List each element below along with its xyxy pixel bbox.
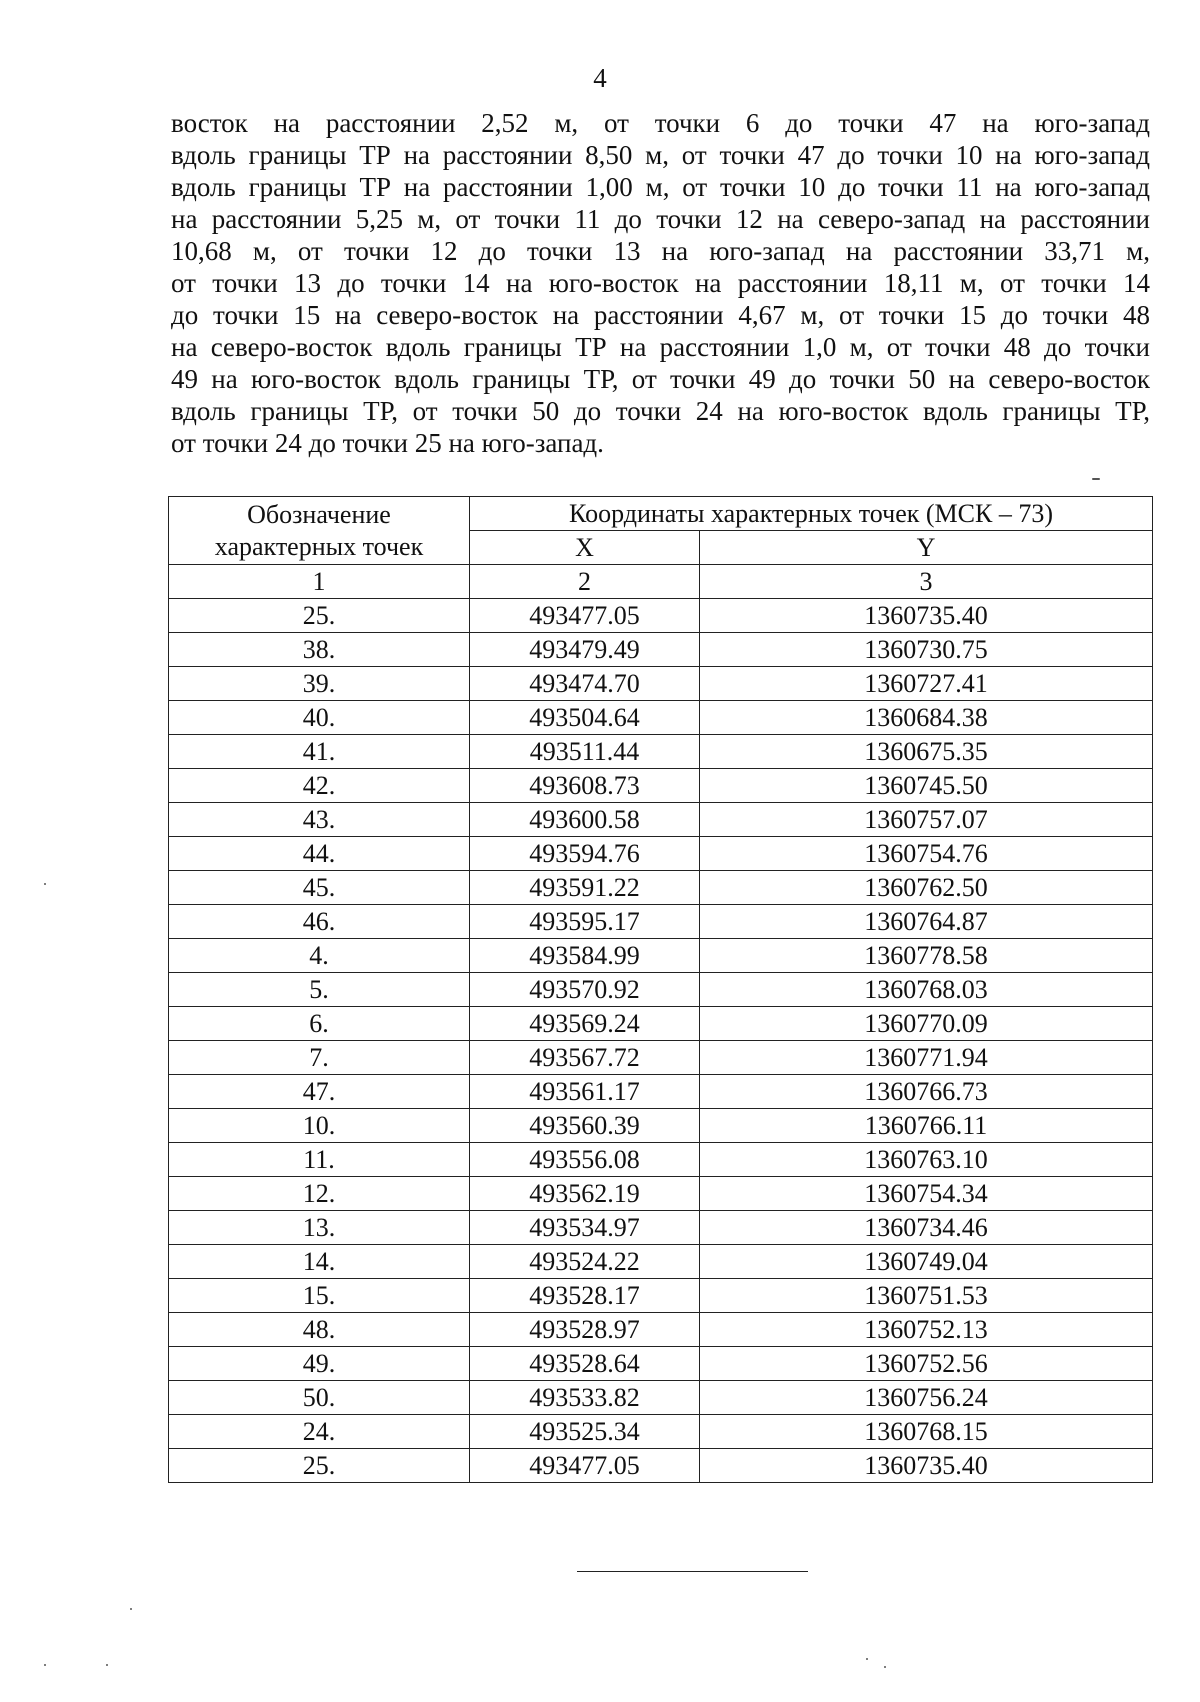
y-coordinate-cell: 1360763.10 bbox=[700, 1143, 1153, 1177]
point-designation-cell: 5. bbox=[169, 973, 470, 1007]
point-designation-cell: 25. bbox=[169, 1449, 470, 1483]
table-row bbox=[169, 1075, 1153, 1109]
header-designation: Обозначение характерных точек bbox=[169, 497, 470, 565]
x-coordinate-cell: 493528.97 bbox=[470, 1313, 700, 1347]
x-coordinate-cell: 493524.22 bbox=[470, 1245, 700, 1279]
point-designation-cell: 25. bbox=[169, 599, 470, 633]
scan-speck bbox=[866, 1658, 868, 1660]
table-row bbox=[169, 701, 1153, 735]
point-designation-cell: 43. bbox=[169, 803, 470, 837]
point-designation-cell: 48. bbox=[169, 1313, 470, 1347]
table-row bbox=[169, 803, 1153, 837]
paragraph-line: восток на расстоянии 2,52 м, от точки 6 до точки 47 на юго-запад bbox=[171, 108, 1150, 138]
y-coordinate-cell: 1360764.87 bbox=[700, 905, 1153, 939]
scan-speck bbox=[1092, 478, 1100, 480]
y-coordinate-cell: 1360762.50 bbox=[700, 871, 1153, 905]
table-row bbox=[169, 735, 1153, 769]
table-row bbox=[169, 1449, 1153, 1483]
y-coordinate-cell: 1360768.15 bbox=[700, 1415, 1153, 1449]
x-coordinate-cell: 493479.49 bbox=[470, 633, 700, 667]
table-row bbox=[169, 633, 1153, 667]
y-coordinate-cell: 1360752.13 bbox=[700, 1313, 1153, 1347]
point-designation-cell: 10. bbox=[169, 1109, 470, 1143]
y-coordinate-cell: 1360752.56 bbox=[700, 1347, 1153, 1381]
x-coordinate-cell: 493595.17 bbox=[470, 905, 700, 939]
x-coordinate-cell: 493569.24 bbox=[470, 1007, 700, 1041]
paragraph-line: от точки 24 до точки 25 на юго-запад. bbox=[171, 428, 604, 458]
page-number: 4 bbox=[593, 63, 607, 93]
y-coordinate-cell: 1360754.76 bbox=[700, 837, 1153, 871]
table-row bbox=[169, 1041, 1153, 1075]
scan-speck bbox=[884, 1666, 886, 1668]
point-designation-cell: 39. bbox=[169, 667, 470, 701]
table-row bbox=[169, 1007, 1153, 1041]
x-coordinate-cell: 493591.22 bbox=[470, 871, 700, 905]
table-row bbox=[169, 1143, 1153, 1177]
x-coordinate-cell: 493570.92 bbox=[470, 973, 700, 1007]
paragraph-line: вдоль границы ТР на расстоянии 1,00 м, от точки 10 до точки 11 на юго-запад bbox=[171, 172, 1150, 202]
header-coordinates: Координаты характерных точек (МСК – 73) bbox=[470, 497, 1153, 531]
y-coordinate-cell: 1360771.94 bbox=[700, 1041, 1153, 1075]
point-designation-cell: 41. bbox=[169, 735, 470, 769]
table-row bbox=[169, 1279, 1153, 1313]
table-row bbox=[169, 939, 1153, 973]
y-coordinate-cell: 1360751.53 bbox=[700, 1279, 1153, 1313]
point-designation-cell: 7. bbox=[169, 1041, 470, 1075]
y-coordinate-cell: 1360768.03 bbox=[700, 973, 1153, 1007]
x-coordinate-cell: 493561.17 bbox=[470, 1075, 700, 1109]
column-number: 1 bbox=[169, 565, 470, 599]
table-row bbox=[169, 667, 1153, 701]
y-coordinate-cell: 1360766.73 bbox=[700, 1075, 1153, 1109]
point-designation-cell: 14. bbox=[169, 1245, 470, 1279]
point-designation-cell: 40. bbox=[169, 701, 470, 735]
x-coordinate-cell: 493584.99 bbox=[470, 939, 700, 973]
x-coordinate-cell: 493511.44 bbox=[470, 735, 700, 769]
paragraph-line: на расстоянии 5,25 м, от точки 11 до точки 12 на северо-запад на расстоянии bbox=[171, 204, 1150, 234]
table-row bbox=[169, 973, 1153, 1007]
column-number: 2 bbox=[470, 565, 700, 599]
body-paragraph bbox=[171, 107, 1150, 459]
x-coordinate-cell: 493533.82 bbox=[470, 1381, 700, 1415]
point-designation-cell: 6. bbox=[169, 1007, 470, 1041]
y-coordinate-cell: 1360675.35 bbox=[700, 735, 1153, 769]
x-coordinate-cell: 493504.64 bbox=[470, 701, 700, 735]
x-coordinate-cell: 493600.58 bbox=[470, 803, 700, 837]
x-coordinate-cell: 493562.19 bbox=[470, 1177, 700, 1211]
x-coordinate-cell: 493567.72 bbox=[470, 1041, 700, 1075]
paragraph-line: вдоль границы ТР, от точки 50 до точки 24 на юго-восток вдоль границы ТР, bbox=[171, 396, 1150, 426]
y-coordinate-cell: 1360757.07 bbox=[700, 803, 1153, 837]
point-designation-cell: 46. bbox=[169, 905, 470, 939]
header-x: X bbox=[470, 531, 700, 565]
table-row bbox=[169, 599, 1153, 633]
table-row bbox=[169, 1245, 1153, 1279]
coordinates-table bbox=[168, 496, 1153, 1483]
point-designation-cell: 42. bbox=[169, 769, 470, 803]
footer-rule bbox=[577, 1571, 808, 1572]
x-coordinate-cell: 493560.39 bbox=[470, 1109, 700, 1143]
y-coordinate-cell: 1360749.04 bbox=[700, 1245, 1153, 1279]
y-coordinate-cell: 1360730.75 bbox=[700, 633, 1153, 667]
paragraph-line: 49 на юго-восток вдоль границы ТР, от точки 49 до точки 50 на северо-восток bbox=[171, 364, 1150, 394]
y-coordinate-cell: 1360735.40 bbox=[700, 1449, 1153, 1483]
table-row bbox=[169, 1313, 1153, 1347]
x-coordinate-cell: 493556.08 bbox=[470, 1143, 700, 1177]
point-designation-cell: 47. bbox=[169, 1075, 470, 1109]
x-coordinate-cell: 493594.76 bbox=[470, 837, 700, 871]
y-coordinate-cell: 1360770.09 bbox=[700, 1007, 1153, 1041]
x-coordinate-cell: 493477.05 bbox=[470, 1449, 700, 1483]
x-coordinate-cell: 493477.05 bbox=[470, 599, 700, 633]
y-coordinate-cell: 1360756.24 bbox=[700, 1381, 1153, 1415]
paragraph-line: до точки 15 на северо-восток на расстоянии 4,67 м, от точки 15 до точки 48 bbox=[171, 300, 1150, 330]
x-coordinate-cell: 493525.34 bbox=[470, 1415, 700, 1449]
table-row bbox=[169, 905, 1153, 939]
point-designation-cell: 12. bbox=[169, 1177, 470, 1211]
column-number: 3 bbox=[700, 565, 1153, 599]
y-coordinate-cell: 1360727.41 bbox=[700, 667, 1153, 701]
table-row bbox=[169, 1211, 1153, 1245]
point-designation-cell: 50. bbox=[169, 1381, 470, 1415]
y-coordinate-cell: 1360778.58 bbox=[700, 939, 1153, 973]
table-row bbox=[169, 871, 1153, 905]
point-designation-cell: 38. bbox=[169, 633, 470, 667]
paragraph-line: от точки 13 до точки 14 на юго-восток на расстоянии 18,11 м, от точки 14 bbox=[171, 268, 1150, 298]
y-coordinate-cell: 1360754.34 bbox=[700, 1177, 1153, 1211]
x-coordinate-cell: 493528.17 bbox=[470, 1279, 700, 1313]
point-designation-cell: 4. bbox=[169, 939, 470, 973]
table-row bbox=[169, 837, 1153, 871]
point-designation-cell: 11. bbox=[169, 1143, 470, 1177]
y-coordinate-cell: 1360766.11 bbox=[700, 1109, 1153, 1143]
point-designation-cell: 13. bbox=[169, 1211, 470, 1245]
point-designation-cell: 15. bbox=[169, 1279, 470, 1313]
table-row bbox=[169, 1109, 1153, 1143]
point-designation-cell: 24. bbox=[169, 1415, 470, 1449]
paragraph-line: на северо-восток вдоль границы ТР на расстоянии 1,0 м, от точки 48 до точки bbox=[171, 332, 1150, 362]
column-numbers-row bbox=[169, 565, 1153, 599]
paragraph-line: 10,68 м, от точки 12 до точки 13 на юго-запад на расстоянии 33,71 м, bbox=[171, 236, 1150, 266]
x-coordinate-cell: 493608.73 bbox=[470, 769, 700, 803]
table-row bbox=[169, 1347, 1153, 1381]
table-row bbox=[169, 1415, 1153, 1449]
point-designation-cell: 45. bbox=[169, 871, 470, 905]
x-coordinate-cell: 493474.70 bbox=[470, 667, 700, 701]
y-coordinate-cell: 1360684.38 bbox=[700, 701, 1153, 735]
paragraph-line: вдоль границы ТР на расстоянии 8,50 м, от точки 47 до точки 10 на юго-запад bbox=[171, 140, 1150, 170]
table-row bbox=[169, 1177, 1153, 1211]
scan-speck bbox=[44, 1664, 46, 1666]
table-row bbox=[169, 1381, 1153, 1415]
y-coordinate-cell: 1360745.50 bbox=[700, 769, 1153, 803]
y-coordinate-cell: 1360735.40 bbox=[700, 599, 1153, 633]
scan-speck bbox=[106, 1664, 108, 1666]
scan-speck bbox=[44, 883, 46, 885]
table-header-row bbox=[169, 497, 1153, 531]
point-designation-cell: 44. bbox=[169, 837, 470, 871]
point-designation-cell: 49. bbox=[169, 1347, 470, 1381]
x-coordinate-cell: 493534.97 bbox=[470, 1211, 700, 1245]
table-row bbox=[169, 769, 1153, 803]
x-coordinate-cell: 493528.64 bbox=[470, 1347, 700, 1381]
scan-speck bbox=[130, 1608, 132, 1610]
header-y: Y bbox=[700, 531, 1153, 565]
y-coordinate-cell: 1360734.46 bbox=[700, 1211, 1153, 1245]
